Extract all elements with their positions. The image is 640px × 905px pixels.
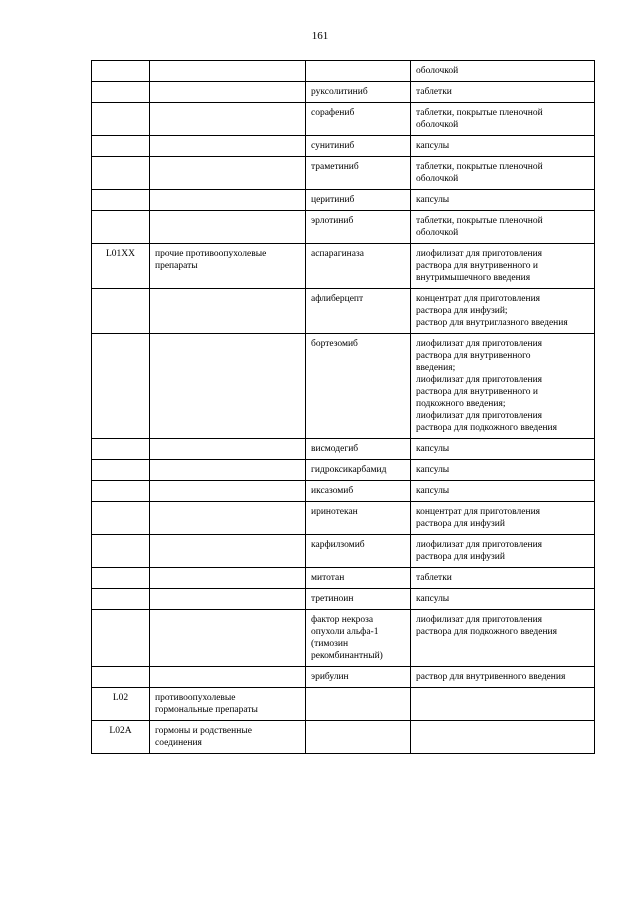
drug-name-cell: аспарагиназа [306, 244, 411, 289]
drug-name-cell: висмодегиб [306, 439, 411, 460]
drug-name-cell: траметиниб [306, 157, 411, 190]
page-number: 161 [311, 30, 329, 42]
atc-code-cell [92, 190, 150, 211]
dosage-form-cell: капсулы [411, 460, 595, 481]
dosage-form-cell: концентрат для приготовления раствора для инфузий; раствор для внутриглазного введения [411, 289, 595, 334]
table-row [92, 568, 595, 589]
table-row [92, 721, 595, 754]
group-name-cell: прочие противоопухолевые препараты [150, 244, 306, 289]
table-row [92, 589, 595, 610]
atc-code-cell [92, 334, 150, 439]
atc-code-cell [92, 157, 150, 190]
atc-code-cell [92, 211, 150, 244]
dosage-form-cell: таблетки, покрытые пленочной оболочкой [411, 103, 595, 136]
drug-name-cell: эрлотиниб [306, 211, 411, 244]
atc-code-cell [92, 82, 150, 103]
table-row [92, 481, 595, 502]
drug-name-cell: бортезомиб [306, 334, 411, 439]
group-name-cell: противоопухолевые гормональные препараты [150, 688, 306, 721]
drug-name-cell: сунитиниб [306, 136, 411, 157]
atc-code-cell [92, 589, 150, 610]
drug-name-cell: третиноин [306, 589, 411, 610]
dosage-form-cell: капсулы [411, 481, 595, 502]
group-name-cell [150, 667, 306, 688]
dosage-form-cell: таблетки, покрытые пленочной оболочкой [411, 211, 595, 244]
group-name-cell [150, 460, 306, 481]
atc-code-cell [92, 502, 150, 535]
drug-name-cell [306, 688, 411, 721]
atc-code-cell [92, 568, 150, 589]
drug-name-cell: руксолитиниб [306, 82, 411, 103]
dosage-form-cell: капсулы [411, 589, 595, 610]
group-name-cell: гормоны и родственные соединения [150, 721, 306, 754]
table-row [92, 289, 595, 334]
atc-code-cell: L02A [92, 721, 150, 754]
dosage-form-cell: капсулы [411, 439, 595, 460]
drug-name-cell: гидроксикарбамид [306, 460, 411, 481]
drug-name-cell: фактор некроза опухоли альфа-1 (тимозин рекомбинантный) [306, 610, 411, 667]
table-row [92, 103, 595, 136]
atc-code-cell [92, 610, 150, 667]
group-name-cell [150, 439, 306, 460]
table-row [92, 334, 595, 439]
table-row [92, 535, 595, 568]
group-name-cell [150, 82, 306, 103]
atc-code-cell [92, 667, 150, 688]
dosage-form-cell: капсулы [411, 190, 595, 211]
group-name-cell [150, 535, 306, 568]
table-body [92, 61, 595, 754]
group-name-cell [150, 211, 306, 244]
dosage-form-cell [411, 688, 595, 721]
dosage-form-cell: таблетки, покрытые пленочной оболочкой [411, 157, 595, 190]
drug-name-cell: митотан [306, 568, 411, 589]
drug-name-cell [306, 721, 411, 754]
group-name-cell [150, 103, 306, 136]
dosage-form-cell: таблетки [411, 568, 595, 589]
group-name-cell [150, 136, 306, 157]
atc-code-cell [92, 535, 150, 568]
group-name-cell [150, 610, 306, 667]
table-row [92, 211, 595, 244]
dosage-form-cell: оболочкой [411, 61, 595, 82]
table-row [92, 610, 595, 667]
dosage-form-cell [411, 721, 595, 754]
atc-code-cell: L01XX [92, 244, 150, 289]
drug-name-cell: церитиниб [306, 190, 411, 211]
group-name-cell [150, 589, 306, 610]
drug-name-cell: иринотекан [306, 502, 411, 535]
table-row [92, 667, 595, 688]
group-name-cell [150, 568, 306, 589]
dosage-form-cell: капсулы [411, 136, 595, 157]
atc-code-cell [92, 136, 150, 157]
group-name-cell [150, 61, 306, 82]
group-name-cell [150, 481, 306, 502]
dosage-form-cell: лиофилизат для приготовления раствора для внутривенного введения; лиофилизат для приготовления раствора для внутривенного и подкожного введения; лиофилизат для приготовления раствора для подкожного введения [411, 334, 595, 439]
table-row [92, 157, 595, 190]
table-row [92, 439, 595, 460]
table-row [92, 61, 595, 82]
table-row [92, 502, 595, 535]
atc-code-cell [92, 289, 150, 334]
group-name-cell [150, 289, 306, 334]
drug-name-cell: афлиберцепт [306, 289, 411, 334]
table-row [92, 244, 595, 289]
atc-code-cell [92, 439, 150, 460]
atc-code-cell [92, 103, 150, 136]
drug-name-cell: иксазомиб [306, 481, 411, 502]
drug-name-cell: карфилзомиб [306, 535, 411, 568]
table-row [92, 688, 595, 721]
drug-name-cell: сорафениб [306, 103, 411, 136]
atc-code-cell [92, 481, 150, 502]
table-row [92, 460, 595, 481]
dosage-form-cell: лиофилизат для приготовления раствора для инфузий [411, 535, 595, 568]
dosage-form-cell: лиофилизат для приготовления раствора для подкожного введения [411, 610, 595, 667]
drug-name-cell [306, 61, 411, 82]
atc-code-cell [92, 61, 150, 82]
table-row [92, 190, 595, 211]
dosage-form-cell: таблетки [411, 82, 595, 103]
drug-name-cell: эрибулин [306, 667, 411, 688]
atc-code-cell [92, 460, 150, 481]
atc-code-cell: L02 [92, 688, 150, 721]
dosage-form-cell: раствор для внутривенного введения [411, 667, 595, 688]
table-row [92, 82, 595, 103]
group-name-cell [150, 190, 306, 211]
dosage-form-cell: лиофилизат для приготовления раствора для внутривенного и внутримышечного введения [411, 244, 595, 289]
table-row [92, 136, 595, 157]
group-name-cell [150, 502, 306, 535]
group-name-cell [150, 334, 306, 439]
drug-table [91, 60, 595, 754]
dosage-form-cell: концентрат для приготовления раствора для инфузий [411, 502, 595, 535]
group-name-cell [150, 157, 306, 190]
